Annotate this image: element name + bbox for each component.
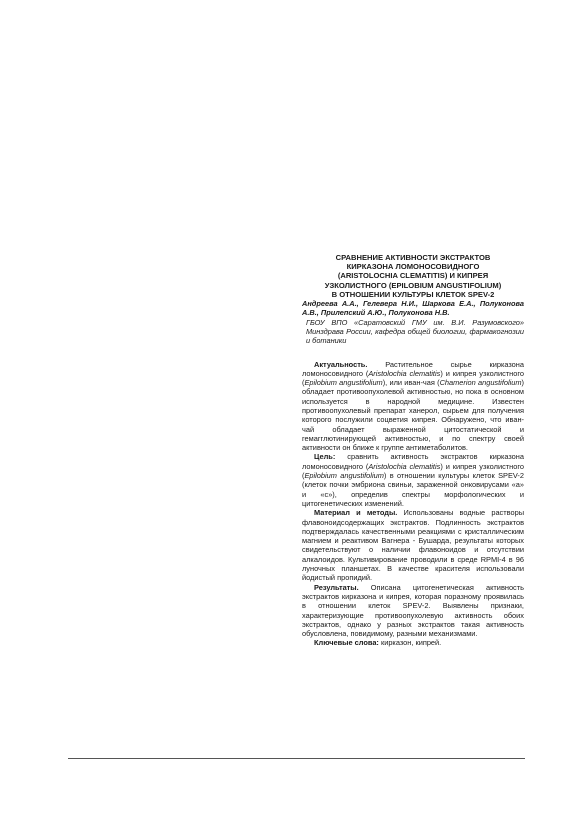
- latin-name: Aristolochia clematitis: [368, 461, 441, 471]
- article-title: [302, 253, 524, 299]
- relevance-text: ), или иван-чая (: [382, 378, 440, 388]
- latin-name: Epilobium angustifolium: [304, 471, 384, 481]
- title-line: СРАВНЕНИЕ АКТИВНОСТИ ЭКСТРАКТОВ: [335, 253, 491, 262]
- title-line: УЗКОЛИСТНОГО (EPILOBIUM ANGUSTIFOLIUM): [324, 280, 502, 290]
- latin-name: Chamerion angustifolium: [439, 378, 522, 388]
- keywords-section: [302, 638, 524, 647]
- keywords-text: кирказон, кипрей.: [378, 638, 442, 648]
- affiliation: ГБОУ ВПО «Саратовский ГМУ им. В.И. Разумовского» Минздрава России, кафедра общей биологии, фармакогнозии и ботаники: [306, 317, 524, 346]
- methods-label: Материал и методы.: [314, 508, 398, 518]
- latin-name: Epilobium angustifolium: [304, 378, 383, 388]
- authors: Андреева А.А., Гелевера Н.И., Шаркова Е.А., Полуконова А.В., Прилепский А.Ю., Полуконова Н.В.: [302, 299, 524, 318]
- title-line: (ARISTOLOCHIA CLEMATITIS) И КИПРЕЯ: [337, 271, 489, 281]
- relevance-text: Растительное сырье кирказона ломоносовидного (: [302, 359, 524, 378]
- results-label: Результаты.: [314, 582, 359, 592]
- keywords-label: Ключевые слова:: [314, 638, 379, 648]
- results-section: [302, 583, 524, 639]
- title-line: КИРКАЗОНА ЛОМОНОСОВИДНОГО: [346, 262, 480, 272]
- relevance-label: Актуальность.: [314, 359, 368, 369]
- aim-text: ) в отношении культуры клеток SPEV-2 (клеток почки эмбриона свиньи, зараженной онковирусами «а» и «с»), определив спектры морфологических и цитогенетических изменений.: [302, 471, 525, 508]
- relevance-section: [302, 360, 524, 453]
- methods-text: Использованы водные растворы флавоноидсодержащих экстрактов. Подлинность экстрактов подтверждалась качественными реакциями с кристаллическим магнием и реактивом Вагнера - Бушарда, результаты которых свидетельствуют о наличии флавоноидов и отсутствии алкалоидов. Культивирование проводили в среде RPMI-4 в 96 луночных планшетах. В качестве красителя использовали йодистый пропидий.: [302, 508, 525, 583]
- title-line: В ОТНОШЕНИИ КУЛЬТУРЫ КЛЕТОК SPEV-2: [331, 289, 495, 299]
- aim-section: [302, 452, 524, 508]
- aim-text: ) и кипрея узколистного (: [302, 461, 524, 481]
- latin-name: Aristolochia clematitis: [368, 368, 441, 378]
- footer-rule: [68, 758, 525, 759]
- relevance-text: ) и кипрея узколистного (: [302, 368, 524, 388]
- results-text: Описана цитогенетическая активность экстрактов кирказона и кипрея, которая поразному проявилась в отношении клеток SPEV-2. Выявлены признаки, характеризующие противоопухолевую активность обоих экстрактов, однако у разных экстрактов такая активность обусловлена, повидимому, разными механизмами.: [302, 582, 524, 639]
- aim-label: Цель:: [314, 452, 336, 462]
- spacer: [302, 346, 524, 360]
- aim-text: сравнить активность экстрактов кирказона ломоносовидного (: [302, 452, 524, 471]
- relevance-text: ) обладает противоопухолевой активностью, но пока в основном используется в народной медицине. Известен противоопухолевый препарат ханерол, сырьем для получения которого послужили соцветия кипрея. Обнаружено, что иван-чай обладает выраженной цитостатической и гемагглютинирующей активностью, и по спектру своей активности он ближе к группе антиметаболитов.: [302, 378, 525, 453]
- abstract-column: [302, 253, 524, 648]
- methods-section: [302, 508, 524, 582]
